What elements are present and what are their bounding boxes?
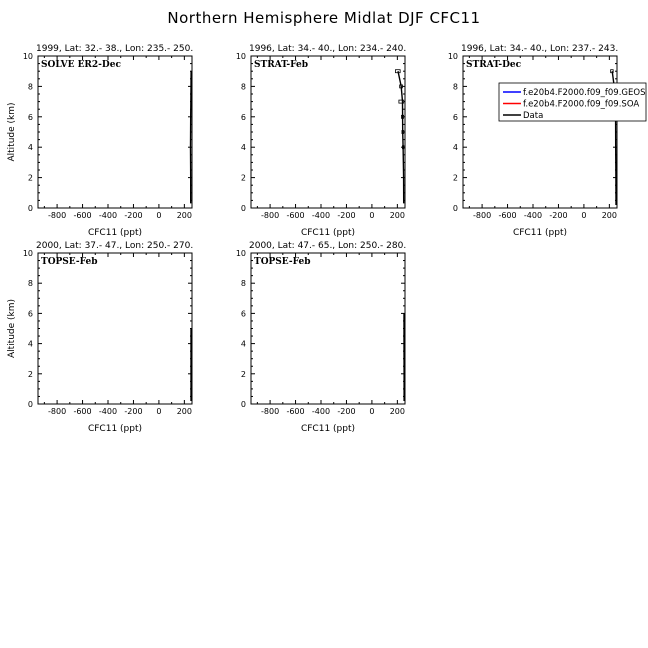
x-tick-label: 0: [581, 211, 587, 220]
x-tick-label: 0: [156, 211, 162, 220]
chart-panel-5: [236, 241, 406, 434]
y-tick-label: 8: [240, 82, 246, 92]
y-tick-label: 6: [27, 309, 33, 319]
y-tick-label: 4: [240, 339, 246, 349]
x-tick-label: 200: [601, 211, 618, 220]
x-axis-label: CFC11 (ppt): [87, 228, 143, 238]
chart-panel-3: [448, 44, 646, 238]
x-tick-label: 0: [369, 211, 375, 220]
plot-frame: [463, 56, 617, 208]
y-tick-label: 0: [27, 400, 33, 409]
x-axis-label: CFC11 (ppt): [300, 424, 356, 434]
x-tick-label: -800: [261, 211, 280, 220]
x-tick-label: -400: [523, 211, 543, 220]
x-tick-label: -800: [261, 407, 280, 416]
chart-panel-4: [7, 241, 193, 434]
y-tick-label: 6: [27, 112, 33, 122]
y-tick-label: 0: [27, 204, 33, 213]
x-tick-label: -600: [73, 407, 92, 416]
y-tick-label: 2: [240, 173, 246, 183]
x-tick-label: -200: [337, 211, 356, 220]
x-tick-label: -200: [124, 211, 143, 220]
y-tick-label: 10: [235, 249, 246, 258]
plot-frame: [251, 56, 405, 208]
y-tick-label: 10: [22, 249, 33, 258]
y-tick-label: 0: [240, 400, 246, 409]
y-tick-label: 10: [447, 52, 458, 61]
chart-panel-1: [7, 44, 193, 238]
x-tick-label: 200: [176, 211, 193, 220]
x-tick-label: -800: [48, 211, 67, 220]
x-tick-label: -200: [337, 407, 356, 416]
x-tick-label: -400: [98, 211, 118, 220]
series-line-data: [191, 71, 192, 203]
y-tick-label: 4: [452, 143, 458, 153]
legend-entry: f.e20b4.F2000.f09_f09.SOA: [523, 99, 640, 110]
experiment-label: TOPSE-Feb: [254, 257, 311, 267]
figure-title: Northern Hemisphere Midlat DJF CFC11: [167, 9, 481, 27]
y-tick-label: 0: [452, 204, 458, 213]
x-axis-label: CFC11 (ppt): [87, 424, 143, 434]
y-tick-label: 6: [240, 309, 246, 319]
x-tick-label: -800: [48, 407, 67, 416]
y-tick-label: 6: [452, 112, 458, 122]
x-tick-label: -400: [311, 211, 331, 220]
y-tick-label: 8: [240, 279, 246, 289]
legend-entry: f.e20b4.F2000.f09_f09.GEOS: [523, 88, 646, 98]
y-tick-label: 2: [27, 369, 33, 379]
x-tick-label: 200: [176, 407, 193, 416]
y-tick-label: 10: [235, 52, 246, 61]
y-tick-label: 8: [27, 279, 33, 289]
panel-header: 2000, Lat: 37.- 47., Lon: 250.- 270.: [36, 241, 194, 251]
chart-panel-2: [236, 44, 406, 238]
y-tick-label: 4: [27, 143, 33, 153]
x-tick-label: -600: [73, 211, 92, 220]
panel-header: 1996, Lat: 34.- 40., Lon: 234.- 240.: [249, 44, 407, 54]
x-tick-label: 200: [389, 407, 406, 416]
experiment-label: TOPSE-Feb: [41, 257, 98, 267]
y-tick-label: 2: [27, 173, 33, 183]
y-tick-label: 2: [240, 369, 246, 379]
panel-header: 1999, Lat: 32.- 38., Lon: 235.- 250.: [36, 44, 194, 54]
series-line-data: [398, 71, 404, 203]
x-tick-label: 200: [389, 211, 406, 220]
panel-header: 1996, Lat: 34.- 40., Lon: 237.- 243.: [461, 44, 619, 54]
x-tick-label: -600: [286, 211, 305, 220]
plot-frame: [38, 253, 192, 404]
experiment-label: SOLVE ER2-Dec: [41, 60, 121, 70]
y-tick-label: 4: [240, 143, 246, 153]
y-axis-label: Altitude (km): [7, 102, 17, 162]
x-tick-label: 0: [369, 407, 375, 416]
y-tick-label: 4: [27, 339, 33, 349]
x-axis-label: CFC11 (ppt): [512, 228, 568, 238]
y-axis-label: Altitude (km): [7, 298, 17, 359]
y-tick-label: 6: [240, 112, 246, 122]
x-axis-label: CFC11 (ppt): [300, 228, 356, 238]
x-tick-label: -200: [549, 211, 568, 220]
panel-header: 2000, Lat: 47.- 65., Lon: 250.- 280.: [249, 241, 407, 251]
y-tick-label: 10: [22, 52, 33, 61]
x-tick-label: -400: [98, 407, 118, 416]
x-tick-label: -200: [124, 407, 143, 416]
y-tick-label: 2: [452, 173, 458, 183]
x-tick-label: 0: [156, 407, 162, 416]
legend: [499, 83, 646, 121]
x-tick-label: -600: [286, 407, 305, 416]
plot-frame: [38, 56, 192, 208]
y-tick-label: 8: [452, 82, 458, 92]
experiment-label: STRAT-Feb: [254, 60, 309, 70]
experiment-label: STRAT-Dec: [466, 60, 522, 70]
x-tick-label: -400: [311, 407, 331, 416]
x-tick-label: -600: [498, 211, 517, 220]
legend-entry: Data: [523, 111, 544, 121]
y-tick-label: 0: [240, 204, 246, 213]
plot-frame: [251, 253, 405, 404]
y-tick-label: 8: [27, 82, 33, 92]
x-tick-label: -800: [473, 211, 492, 220]
